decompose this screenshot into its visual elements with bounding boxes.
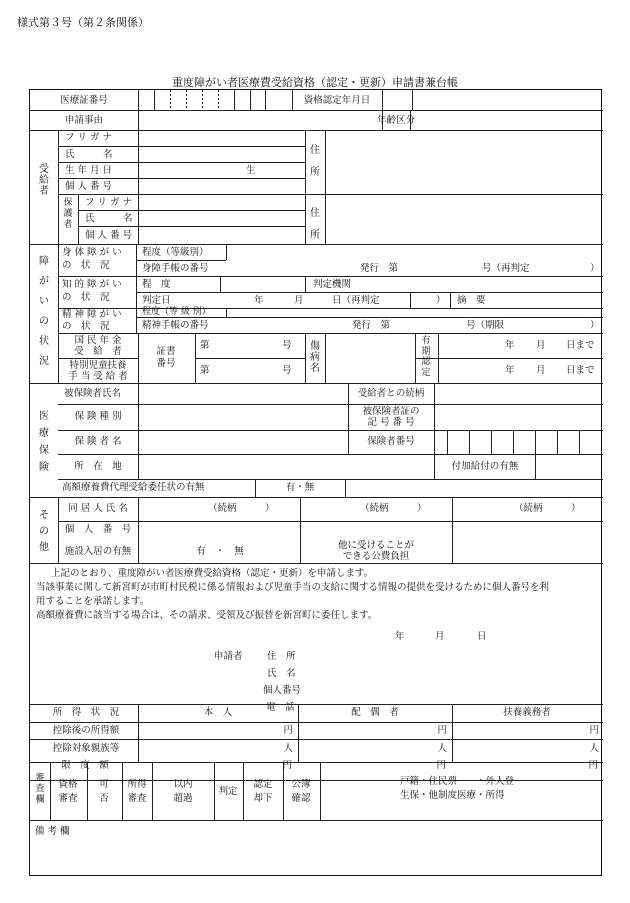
furigana-label: フ リ ガ ナ	[65, 132, 113, 143]
intellectual-degree-label: 程 度	[142, 279, 171, 290]
valid-month-2: 月	[536, 365, 546, 376]
guardian-furigana-label: フ リ ガ ナ	[85, 197, 133, 208]
income-spouse-yen-1: 円	[437, 725, 447, 736]
public-record-label: 公簿	[291, 779, 311, 790]
mental-grade-label: 程度（等 級 別）	[142, 307, 211, 317]
insurer-name-label: 保 険 者 名	[74, 436, 122, 447]
birth-suffix: 生	[246, 165, 256, 176]
child-allowance-label: 特別児童扶養	[69, 360, 127, 371]
insured-name-label: 被保険者氏名	[64, 388, 122, 399]
income-self-yen-limit: 円	[282, 760, 292, 771]
valid-period-label: 有 期 認 定	[421, 336, 431, 378]
income-spouse-yen-limit: 円	[436, 760, 446, 771]
judge-org-label: 判定機関	[313, 279, 352, 290]
judgement-label: 判定	[218, 786, 238, 797]
recipient-section-label: 受 給 者	[39, 164, 49, 197]
certificate-number-label: 番号	[156, 358, 176, 369]
facility-label: 施設入居の有無	[64, 546, 132, 557]
insured-symbol-label-2: 記 号 番 号	[367, 417, 415, 428]
guardian-section-label: 保 護 者	[63, 198, 73, 230]
physical-book-label: 身障手帳の番号	[142, 263, 209, 274]
mental-expiry-label: 号（期限	[466, 320, 505, 331]
income-review-label-2: 審査	[127, 793, 147, 804]
birth-date-label: 生 年 月 日	[65, 165, 113, 176]
guardian-name-label: 氏 名	[85, 213, 133, 224]
approval-ok-label: 可	[99, 779, 109, 790]
application-form-table	[29, 89, 602, 876]
valid-until-1: 日まで	[566, 340, 595, 351]
income-self-yen-1: 円	[283, 725, 293, 736]
date-year: 年	[395, 631, 405, 642]
insurance-type-label: 保 険 種 別	[74, 411, 122, 422]
mental-book-label: 精神手帳の番号	[142, 320, 209, 331]
form-number: 様式第３号（第２条関係）	[17, 16, 149, 29]
review-section-label: 審 査 欄	[35, 773, 45, 805]
pension-label: 国 民 年 金	[74, 335, 122, 346]
remarks-label: 備 考 欄	[35, 826, 70, 837]
within-limit-label: 以内	[173, 779, 193, 790]
over-limit-label: 超過	[173, 793, 193, 804]
intellectual-disability-label: 知 的 障 が い	[62, 279, 122, 290]
disability-section-label: 障 が い の 状 況	[39, 256, 49, 367]
physical-close-paren: ）	[590, 263, 600, 274]
intellectual-disability-label-2: の 状 況	[62, 292, 110, 303]
high-cost-label: 高額療養費代理受給委任状の有無	[62, 482, 205, 493]
statement-line-1: 上記のとおり、重度障がい者医療費受給資格（認定・更新）を申請します。	[51, 568, 374, 579]
mental-disability-label-2: の 状 況	[62, 321, 110, 332]
other-id-number-label: 個 人 番 号	[64, 524, 132, 535]
high-cost-yes-no: 有・無	[285, 482, 315, 493]
date-month: 月	[435, 631, 445, 642]
physical-issue-label: 発行 第	[360, 263, 399, 274]
income-row-deducted: 控除後の所得額	[52, 725, 120, 736]
income-spouse-header: 配 偶 者	[351, 707, 399, 718]
applicant-name-label: 氏 名	[267, 668, 296, 679]
income-row-dependents: 控除対象親族等	[52, 743, 120, 754]
valid-until-2: 日まで	[566, 365, 595, 376]
date-day: 日	[477, 631, 487, 642]
cohabitant-relation-2: （続柄 ）	[360, 503, 427, 514]
judge-rejudge-label: 日（再判定	[332, 295, 380, 306]
income-dependent-yen-limit: 円	[588, 760, 598, 771]
insurance-section-label: 医 療 保 険	[39, 411, 49, 473]
guardian-id-label: 個 人 番 号	[85, 230, 133, 241]
pension-label-2: 受 給 者	[74, 346, 122, 357]
cohabitant-relation-3: （続柄 ）	[514, 503, 581, 514]
income-self-header: 本 人	[203, 707, 233, 718]
child-no-suffix: 号	[282, 365, 292, 376]
valid-month-1: 月	[536, 340, 546, 351]
rejected-label: 却下	[253, 793, 273, 804]
other-section-label: そ の 他	[39, 510, 49, 553]
statement-line-4: 高額療養費に該当する場合は、その請求、受領及び振替を新宮町に委任します。	[36, 610, 378, 621]
income-spouse-person: 人	[437, 743, 447, 754]
documents-line-2: 生保・他制度医療・所得	[400, 790, 505, 801]
address-label: 住 所	[310, 145, 320, 178]
judge-year: 年	[254, 295, 264, 306]
cert-no-label: 医療証番号	[60, 95, 108, 106]
pension-no-suffix: 号	[282, 340, 292, 351]
statement-line-2: 当該事業に関して新宮町が市町村民税に係る情報および児童手当の支給に関する情報の提供を受けるために個人番号を利	[36, 582, 550, 593]
insured-symbol-label: 被保険者証の	[362, 406, 420, 417]
summary-label: 摘 要	[457, 295, 486, 306]
name-label: 氏 名	[65, 149, 113, 160]
certified-label: 認定	[253, 779, 273, 790]
qualification-review-label-2: 審査	[58, 793, 78, 804]
judge-date-label: 判定日	[142, 295, 171, 306]
public-expense-label: 他に受けることが	[337, 540, 415, 551]
insurer-location-label: 所 在 地	[74, 461, 122, 472]
id-number-label: 個 人 番 号	[65, 181, 113, 192]
insurer-number-label: 保険者番号	[367, 436, 415, 447]
income-dependent-person: 人	[589, 743, 599, 754]
applicant-label: 申請者	[214, 651, 243, 662]
reason-label: 申請事由	[64, 115, 104, 126]
facility-yes-no: 有 ・ 無	[196, 546, 244, 557]
public-record-label-2: 確認	[291, 793, 311, 804]
income-row-limit: 限 度 額	[61, 760, 109, 771]
income-header: 所 得 状 況	[52, 707, 120, 718]
judge-close-paren: ）	[436, 295, 446, 306]
physical-disability-label-2: の 状 況	[62, 260, 110, 271]
pension-no-prefix: 第	[200, 340, 210, 351]
child-no-prefix: 第	[200, 365, 210, 376]
statement-line-3: 用することを承諾します。	[36, 596, 150, 607]
extra-benefit-label: 付加給付の有無	[451, 461, 519, 472]
cohabitant-relation-1: （続柄 ）	[208, 503, 275, 514]
guardian-address-label: 住 所	[310, 208, 320, 241]
judge-month: 月	[294, 295, 304, 306]
mental-issue-label: 発行 第	[352, 320, 391, 331]
qualification-review-label: 資格	[58, 779, 78, 790]
income-dependent-yen-1: 円	[589, 725, 599, 736]
physical-disability-label: 身 体 障 が い	[62, 247, 122, 258]
mental-disability-label: 精 神 障 が い	[62, 309, 122, 320]
physical-grade-label: 程度（等級別）	[142, 247, 209, 258]
cohabitant-label: 同 居 人 氏 名	[68, 503, 128, 514]
cert-date-label: 資格認定年月日	[303, 95, 371, 106]
document-title: 重度障がい者医療費受給資格（認定・更新）申請書兼台帳	[172, 76, 458, 89]
mental-close-paren: ）	[590, 320, 600, 331]
applicant-address-label: 住 所	[267, 651, 296, 662]
approval-ng-label: 否	[99, 793, 109, 804]
child-allowance-label-2: 手 当 受 給 者	[68, 371, 128, 382]
relation-label: 受給者との続柄	[357, 388, 425, 399]
valid-year-2: 年	[505, 365, 515, 376]
documents-line-1: 戸籍・住民票 ・外人登	[400, 776, 515, 787]
certificate-label: 証書	[156, 346, 176, 357]
disease-name-label: 傷 病 名	[310, 341, 320, 374]
income-review-label: 所得	[127, 779, 147, 790]
applicant-phone-label: 電 話	[266, 702, 295, 713]
valid-year-1: 年	[505, 340, 515, 351]
physical-rejudge-label: 号（再判定	[482, 263, 530, 274]
income-self-person: 人	[283, 743, 293, 754]
income-dependent-header: 扶養義務者	[503, 707, 551, 718]
age-class-label: 年齢区分	[376, 115, 416, 126]
public-expense-label-2: できる公費負担	[342, 551, 410, 562]
applicant-id-label: 個人番号	[263, 685, 302, 696]
